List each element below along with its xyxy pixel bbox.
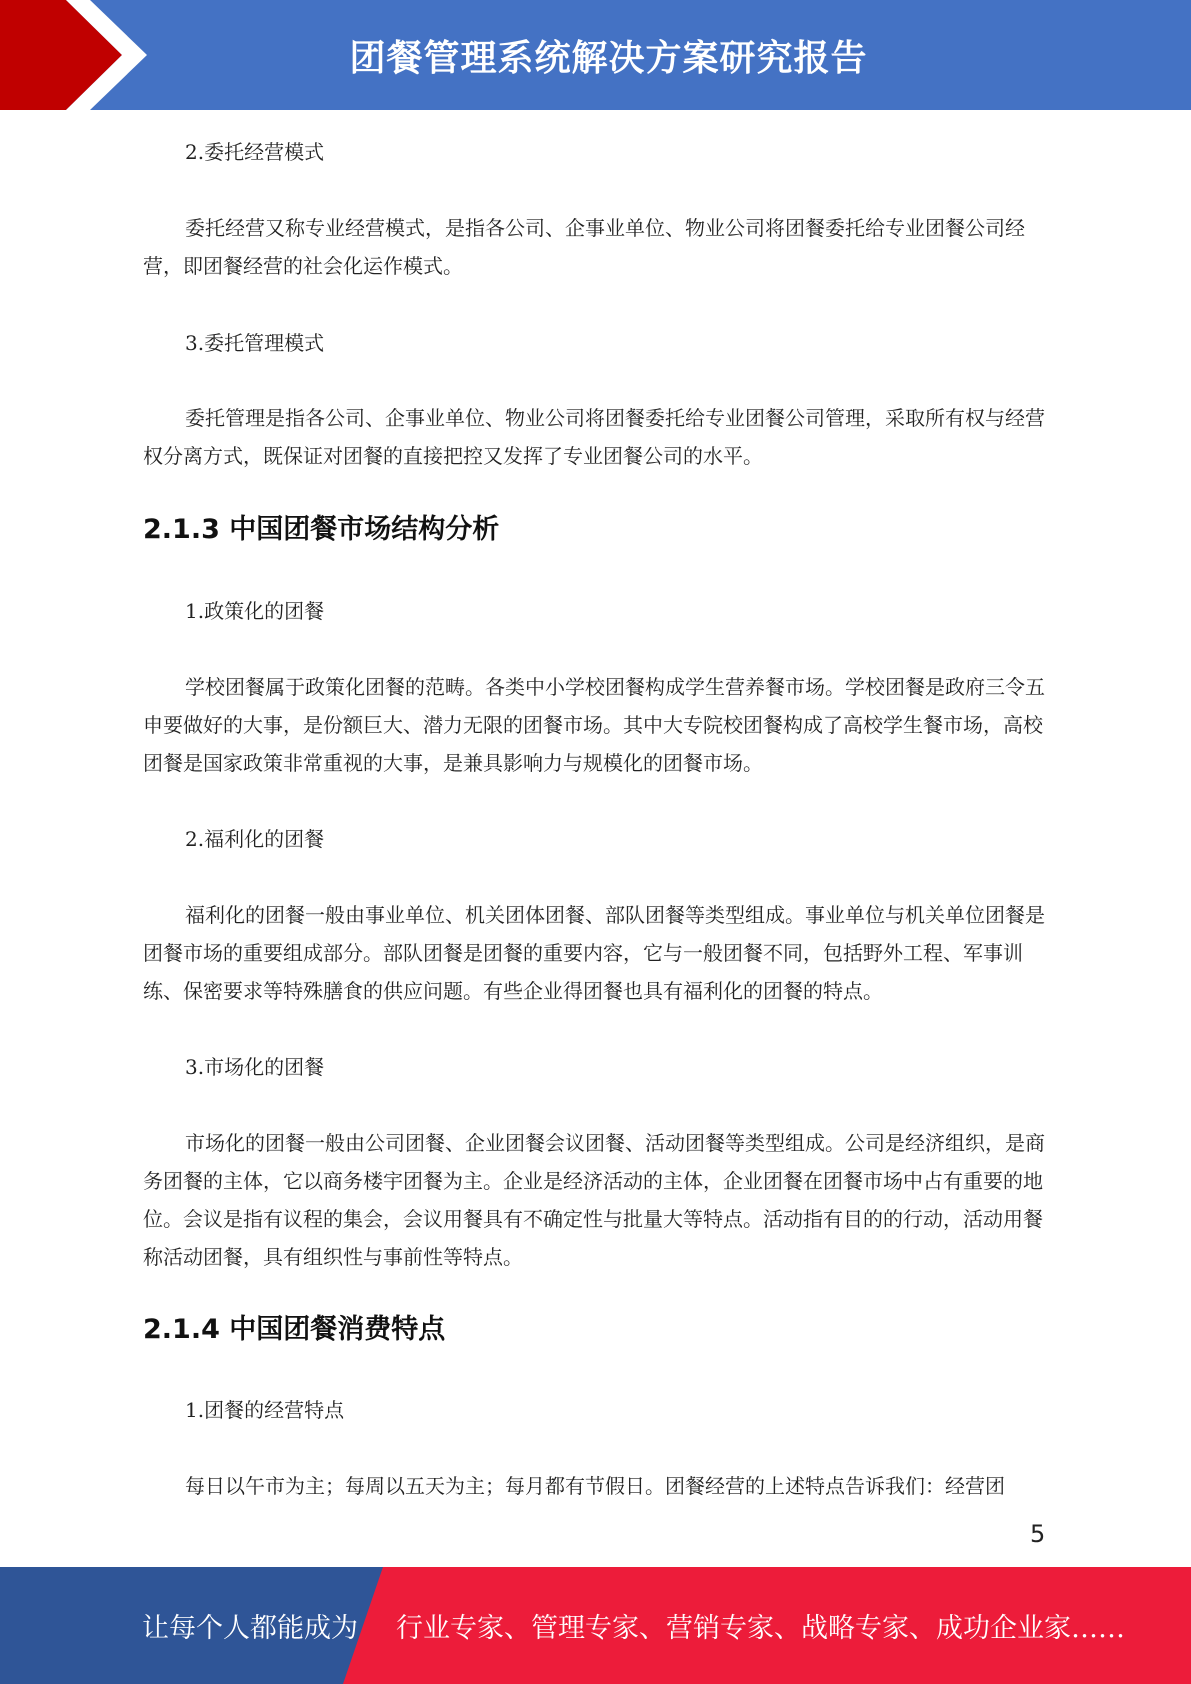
subheading-entrusted-management: 3.委托管理模式 [185,331,325,355]
paragraph: 学校团餐属于政策化团餐的范畴。各类中小学校团餐构成学生营养餐市场。学校团餐是政府三令五申要做好的大事，是份额巨大、潜力无限的团餐市场。其中大专院校团餐构成了高校学生餐市场，高校团餐是国家政策非常重视的大事，是兼具影响力与规模化的团餐市场。 [143,675,1045,775]
subheading-entrusted-operation: 2.委托经营模式 [185,140,325,164]
subheading-policy-catering: 1.政策化的团餐 [185,599,325,623]
footer-slogan-right: 行业专家、管理专家、营销专家、战略专家、成功企业家…… [396,1613,1125,1644]
paragraph: 委托管理是指各公司、企事业单位、物业公司将团餐委托给专业团餐公司管理，采取所有权与经营权分离方式，既保证对团餐的直接把控又发挥了专业团餐公司的水平。 [143,406,1045,468]
page-header [0,0,1191,110]
page-number: 5 [1030,1520,1046,1548]
section-heading-2-1-3: 2.1.3 中国团餐市场结构分析 [143,514,500,545]
report-title: 团餐管理系统解决方案研究报告 [349,37,868,79]
subheading-welfare-catering: 2.福利化的团餐 [185,827,325,851]
subheading-market-catering: 3.市场化的团餐 [185,1055,325,1079]
paragraph: 福利化的团餐一般由事业单位、机关团体团餐、部队团餐等类型组成。事业单位与机关单位团餐是团餐市场的重要组成部分。部队团餐是团餐的重要内容，它与一般团餐不同，包括野外工程、军事训练、保密要求等特殊膳食的供应问题。有些企业得团餐也具有福利化的团餐的特点。 [143,903,1045,1003]
footer-slogan-left: 让每个人都能成为 [142,1613,358,1644]
section-heading-2-1-4: 2.1.4 中国团餐消费特点 [143,1314,446,1345]
subheading-operation-features: 1.团餐的经营特点 [185,1398,345,1422]
paragraph: 每日以午市为主；每周以五天为主；每月都有节假日。团餐经营的上述特点告诉我们：经营团 [185,1474,1005,1498]
paragraph: 委托经营又称专业经营模式，是指各公司、企事业单位、物业公司将团餐委托给专业团餐公司经营，即团餐经营的社会化运作模式。 [143,216,1025,278]
page-footer [0,1567,1191,1684]
paragraph: 市场化的团餐一般由公司团餐、企业团餐会议团餐、活动团餐等类型组成。公司是经济组织，是商务团餐的主体，它以商务楼宇团餐为主。企业是经济活动的主体，企业团餐在团餐市场中占有重要的地位。会议是指有议程的集会，会议用餐具有不确定性与批量大等特点。活动指有目的的行动，活动用餐称活动团餐，具有组织性与事前性等特点。 [143,1131,1045,1269]
